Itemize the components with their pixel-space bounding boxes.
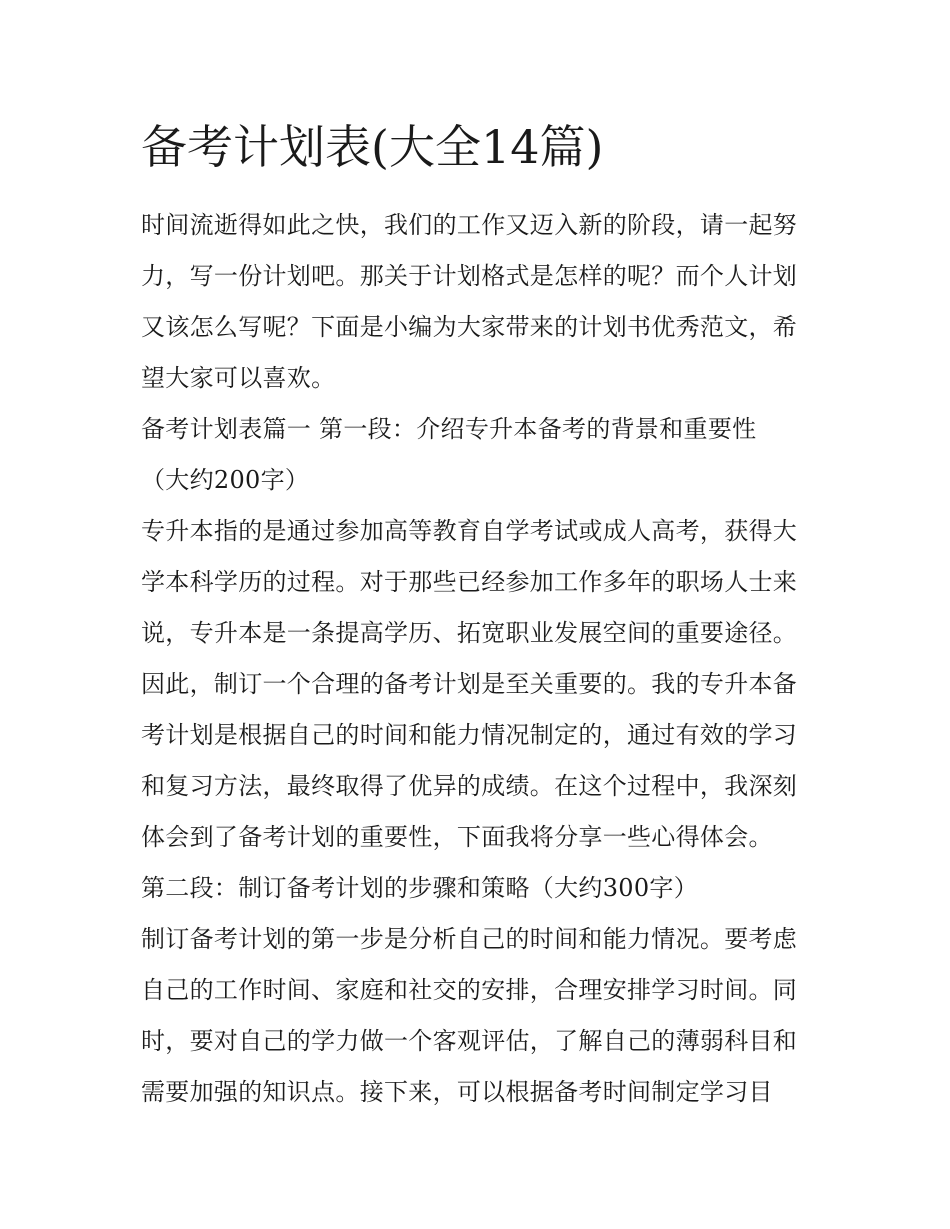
text-line: 学本科学历的过程。对于那些已经参加工作多年的职场人士来 — [141, 568, 798, 596]
text-line: （大约200字） — [141, 466, 310, 494]
document-page — [141, 112, 813, 1118]
text-line: 制订备考计划的第一步是分析自己的时间和能力情况。要考虑 — [141, 925, 798, 953]
text-line: 体会到了备考计划的重要性，下面我将分享一些心得体会。 — [141, 823, 773, 851]
paragraph-intro — [141, 200, 813, 404]
text-line: 需要加强的知识点。接下来，可以根据备考时间制定学习目 — [141, 1078, 773, 1106]
paragraph-section-2-heading — [141, 863, 813, 914]
paragraph-section-1-heading — [141, 404, 813, 506]
text-line: 和复习方法，最终取得了优异的成绩。在这个过程中，我深刻 — [141, 772, 798, 800]
paragraph-section-1-body — [141, 506, 813, 863]
paragraph-section-2-body — [141, 914, 813, 1118]
document-title: 备考计划表(大全14篇) — [141, 120, 604, 174]
text-line: 说，专升本是一条提高学历、拓宽职业发展空间的重要途径。 — [141, 619, 798, 647]
document-body — [141, 200, 813, 1118]
text-line: 备考计划表篇一 第一段：介绍专升本备考的背景和重要性 — [141, 415, 757, 443]
text-line: 考计划是根据自己的时间和能力情况制定的，通过有效的学习 — [141, 721, 798, 749]
text-line: 时，要对自己的学力做一个客观评估，了解自己的薄弱科目和 — [141, 1027, 798, 1055]
text-line: 望大家可以喜欢。 — [141, 364, 336, 392]
text-line: 力，写一份计划吧。那关于计划格式是怎样的呢？而个人计划 — [141, 262, 798, 290]
text-line: 自己的工作时间、家庭和社交的安排，合理安排学习时间。同 — [141, 976, 798, 1004]
text-line: 第二段：制订备考计划的步骤和策略（大约300字） — [141, 874, 699, 902]
text-line: 又该怎么写呢？下面是小编为大家带来的计划书优秀范文，希 — [141, 313, 798, 341]
text-line: 时间流逝得如此之快，我们的工作又迈入新的阶段，请一起努 — [141, 211, 798, 239]
text-line: 专升本指的是通过参加高等教育自学考试或成人高考，获得大 — [141, 517, 798, 545]
text-line: 因此，制订一个合理的备考计划是至关重要的。我的专升本备 — [141, 670, 798, 698]
